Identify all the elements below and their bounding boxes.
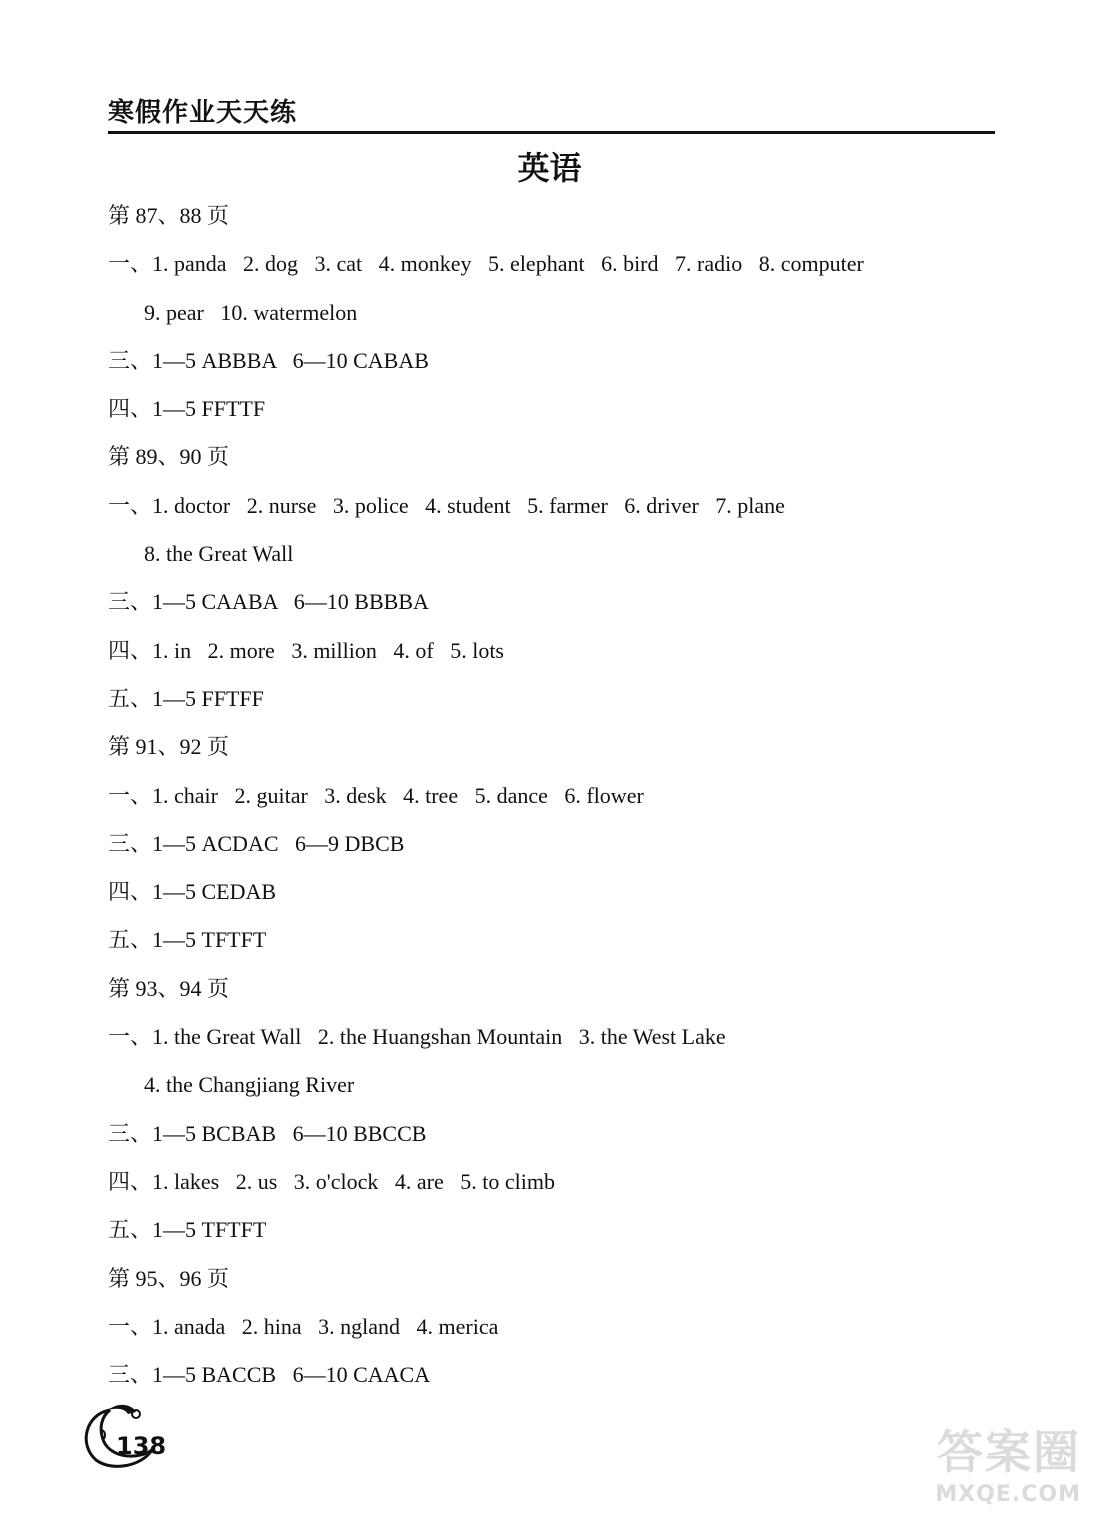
answer-line: 五、1—5 TFTFT xyxy=(108,927,267,953)
answer-line: 4. the Changjiang River xyxy=(144,1072,355,1098)
page-range-heading: 第 87、88 页 xyxy=(108,203,230,228)
watermark-logo: 答案圈 xyxy=(937,1425,1081,1479)
answer-line: 一、1. anada 2. hina 3. ngland 4. merica xyxy=(108,1313,499,1339)
answer-line: 四、1. in 2. more 3. million 4. of 5. lots xyxy=(108,637,504,663)
answer-line: 三、1—5 CAABA 6—10 BBBBA xyxy=(108,589,429,615)
answer-line: 一、1. panda 2. dog 3. cat 4. monkey 5. elephant 6. bird 7. radio 8. computer xyxy=(108,251,864,277)
answer-line: 三、1—5 ABBBA 6—10 CABAB xyxy=(108,347,429,373)
page-number: 138 xyxy=(116,1432,167,1460)
answer-line: 9. pear 10. watermelon xyxy=(144,299,358,325)
watermark xyxy=(911,1416,1081,1526)
watermark-site: MXQE.COM xyxy=(935,1482,1081,1507)
answer-list xyxy=(108,196,998,1403)
answer-line: 四、1. lakes 2. us 3. o'clock 4. are 5. to climb xyxy=(108,1168,555,1194)
page-range-heading: 第 95、96 页 xyxy=(108,1265,230,1291)
page-range-heading: 第 91、92 页 xyxy=(108,734,230,760)
subject-title: 英语 xyxy=(517,149,582,187)
answer-line: 一、1. doctor 2. nurse 3. police 4. student 5. farmer 6. driver 7. plane xyxy=(108,492,785,518)
answer-line: 三、1—5 BCBAB 6—10 BBCCB xyxy=(108,1120,427,1146)
answer-line: 三、1—5 ACDAC 6—9 DBCB xyxy=(108,830,405,856)
header-title: 寒假作业天天练 xyxy=(108,98,298,128)
answer-line: 8. the Great Wall xyxy=(144,541,294,567)
answer-line: 三、1—5 BACCB 6—10 CAACA xyxy=(108,1362,431,1388)
page-range-heading: 第 93、94 页 xyxy=(108,975,230,1001)
answer-line: 四、1—5 FFTTF xyxy=(108,396,266,422)
answer-line: 五、1—5 TFTFT xyxy=(108,1217,267,1243)
answer-line: 四、1—5 CEDAB xyxy=(108,879,277,905)
header-rule xyxy=(108,131,995,134)
answer-line: 一、1. chair 2. guitar 3. desk 4. tree 5. dance 6. flower xyxy=(108,782,644,808)
answer-line: 一、1. the Great Wall 2. the Huangshan Mountain 3. the West Lake xyxy=(108,1024,726,1050)
answer-line: 五、1—5 FFTFF xyxy=(108,685,264,711)
page-range-heading: 第 89、90 页 xyxy=(108,444,230,470)
